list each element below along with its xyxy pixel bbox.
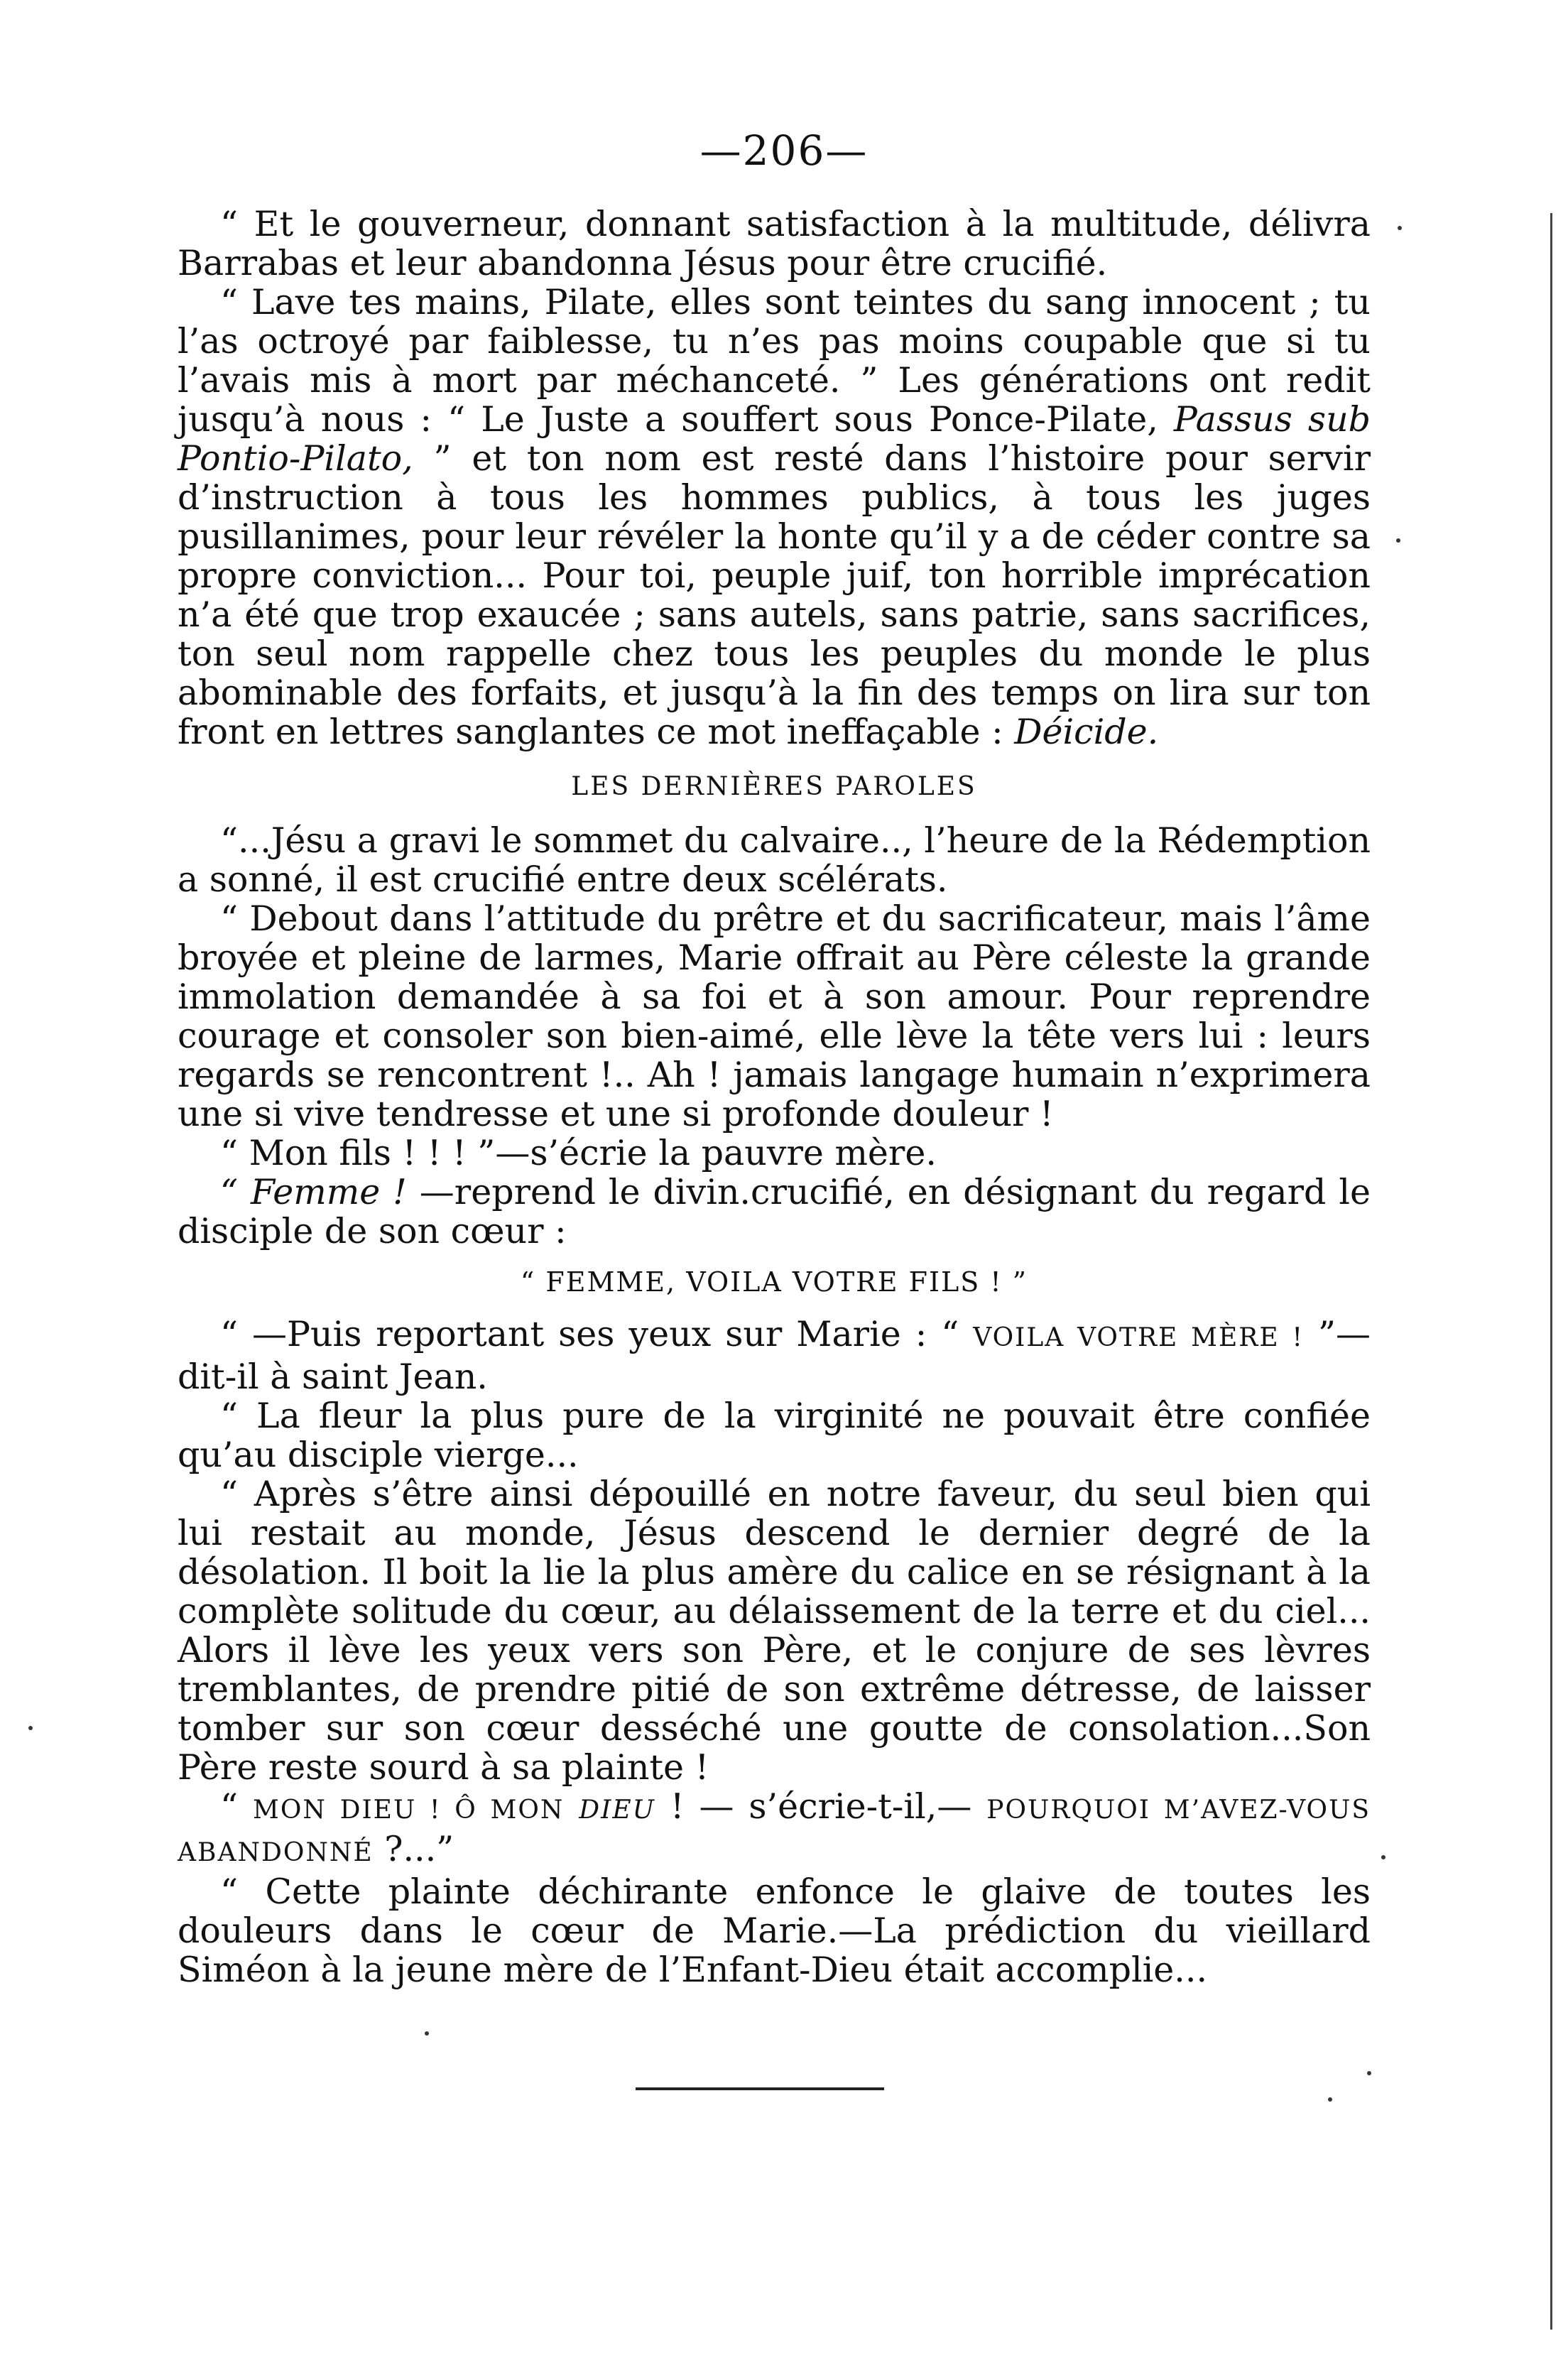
paragraph-femme — [178, 1173, 1371, 1251]
mon-dieu-end: ?...” — [384, 1829, 454, 1869]
paragraph-pilate-continuation: ” et ton nom est resté dans l’histoire pour servir d’instruction à tous les hommes publics, à tous les juges pusillanimes, pour leur révéler la honte qu’il y a de céder contre sa propre conviction... Pour toi, peuple juif, ton horrible imprécation n’a été que trop exaucée ; sans autels, sans patrie, sans sacrifices, ton seul nom rappelle chez tous les peuples du monde le plus abominable des forfaits, et jusqu’à la fin des temps on lira sur ton front en lettres sanglantes ce mot ineffaçable : — [178, 438, 1371, 752]
mon-dieu-caps-1: MON DIEU ! Ô MON — [252, 1795, 565, 1825]
page-number: —206— — [699, 126, 869, 175]
speck — [425, 2031, 429, 2036]
final-word: Déicide. — [1014, 712, 1159, 752]
latin-phrase: Passus sub Pontio-Pilato, — [178, 399, 1371, 479]
speck — [1381, 1855, 1385, 1859]
paragraph-apres: “ Après s’être ainsi dépouillé en notre faveur, du seul bien qui lui restait au monde, Jésus descend le dernier degré de la désolation. Il boit la lie la plus amère du calice en se résignant à la complète solitude du cœur, au délaissement de la terre et du ciel... Alors il lève les yeux vers son Père, et le conjure de ses lèvres tremblantes, de prendre pitié de son extrême détresse, de laisser tomber sur son cœur desséché une goutte de consolation...Son Père reste sourd à sa plainte ! — [178, 1474, 1371, 1788]
centered-quote: “ FEMME, VOILA VOTRE FILS ! ” — [520, 1266, 1028, 1298]
paragraph-mon-fils: “ Mon fils ! ! ! ”—s’écrie la pauvre mère. — [220, 1133, 937, 1173]
paragraph-final: “ Cette plainte déchirante enfonce le glaive de toutes les douleurs dans le cœur de Marie.—La prédiction du vieillard Siméon à la jeune mère de l’Enfant-Dieu était accomplie... — [178, 1871, 1371, 1990]
puis-end: ”—dit-il à saint Jean. — [178, 1314, 1371, 1397]
mon-dieu-mid: ! — s’écrie-t-il,— — [670, 1786, 972, 1827]
margin-line — [1550, 213, 1552, 2330]
puis-caps: VOILA VOTRE MÈRE ! — [973, 1323, 1304, 1352]
mon-dieu-caps-2: POURQUOI M’AVEZ-VOUS ABANDONNÉ — [178, 1795, 1371, 1867]
puis-start: “ —Puis reportant ses yeux sur Marie : “ — [220, 1314, 959, 1354]
paragraph-fleur: “ La fleur la plus pure de la virginité ne pouvait être confiée qu’au disciple vierge... — [178, 1396, 1371, 1475]
paragraph-pilate — [178, 283, 1371, 751]
speck — [1367, 2071, 1371, 2075]
femme-rest: —reprend le divin.crucifié, en désignant du regard le disciple de son cœur : — [178, 1172, 1371, 1251]
paragraph-mon-dieu — [178, 1787, 1371, 1872]
paragraph-puis — [178, 1315, 1371, 1396]
speck — [1328, 2097, 1332, 2102]
mon-dieu-italic: DIEU — [579, 1795, 655, 1825]
speck — [1398, 226, 1402, 230]
section-heading: LES DERNIÈRES PAROLES — [571, 772, 977, 801]
speck — [28, 1726, 33, 1730]
mon-dieu-open: “ — [220, 1786, 239, 1827]
paragraph-mary: “ Debout dans l’attitude du prêtre et du sacrificateur, mais l’âme broyée et pleine de larmes, Marie offrait au Père céleste la grande immolation demandée à sa foi et à son amour. Pour reprendre courage et consoler son bien-aimé, elle lève la tête vers lui : leurs regards se rencontrent !.. Ah ! jamais langage humain n’exprimera une si vive tendresse et une si profonde douleur ! — [178, 898, 1371, 1134]
speck — [1396, 538, 1400, 543]
paragraph-calvary: “...Jésu a gravi le sommet du calvaire.., l’heure de la Rédemption a sonné, il est crucifié entre deux scélérats. — [178, 820, 1371, 900]
paragraph-governor: “ Et le gouverneur, donnant satisfaction à la multitude, délivra Barrabas et leur abandonna Jésus pour être crucifié. — [178, 204, 1371, 283]
body-text — [178, 205, 1371, 1989]
femme-italic: “ Femme ! — [220, 1172, 407, 1212]
paragraph-pilate-text: “ Lave tes mains, Pilate, elles sont teintes du sang innocent ; tu l’as octroyé par faiblesse, tu n’es pas moins coupable que si tu l’avais mis à mort par méchanceté. ” Les générations ont redit jusqu’à nous : “ Le Juste a souffert sous Ponce-Pilate, — [178, 282, 1371, 440]
end-rule — [636, 2087, 884, 2090]
